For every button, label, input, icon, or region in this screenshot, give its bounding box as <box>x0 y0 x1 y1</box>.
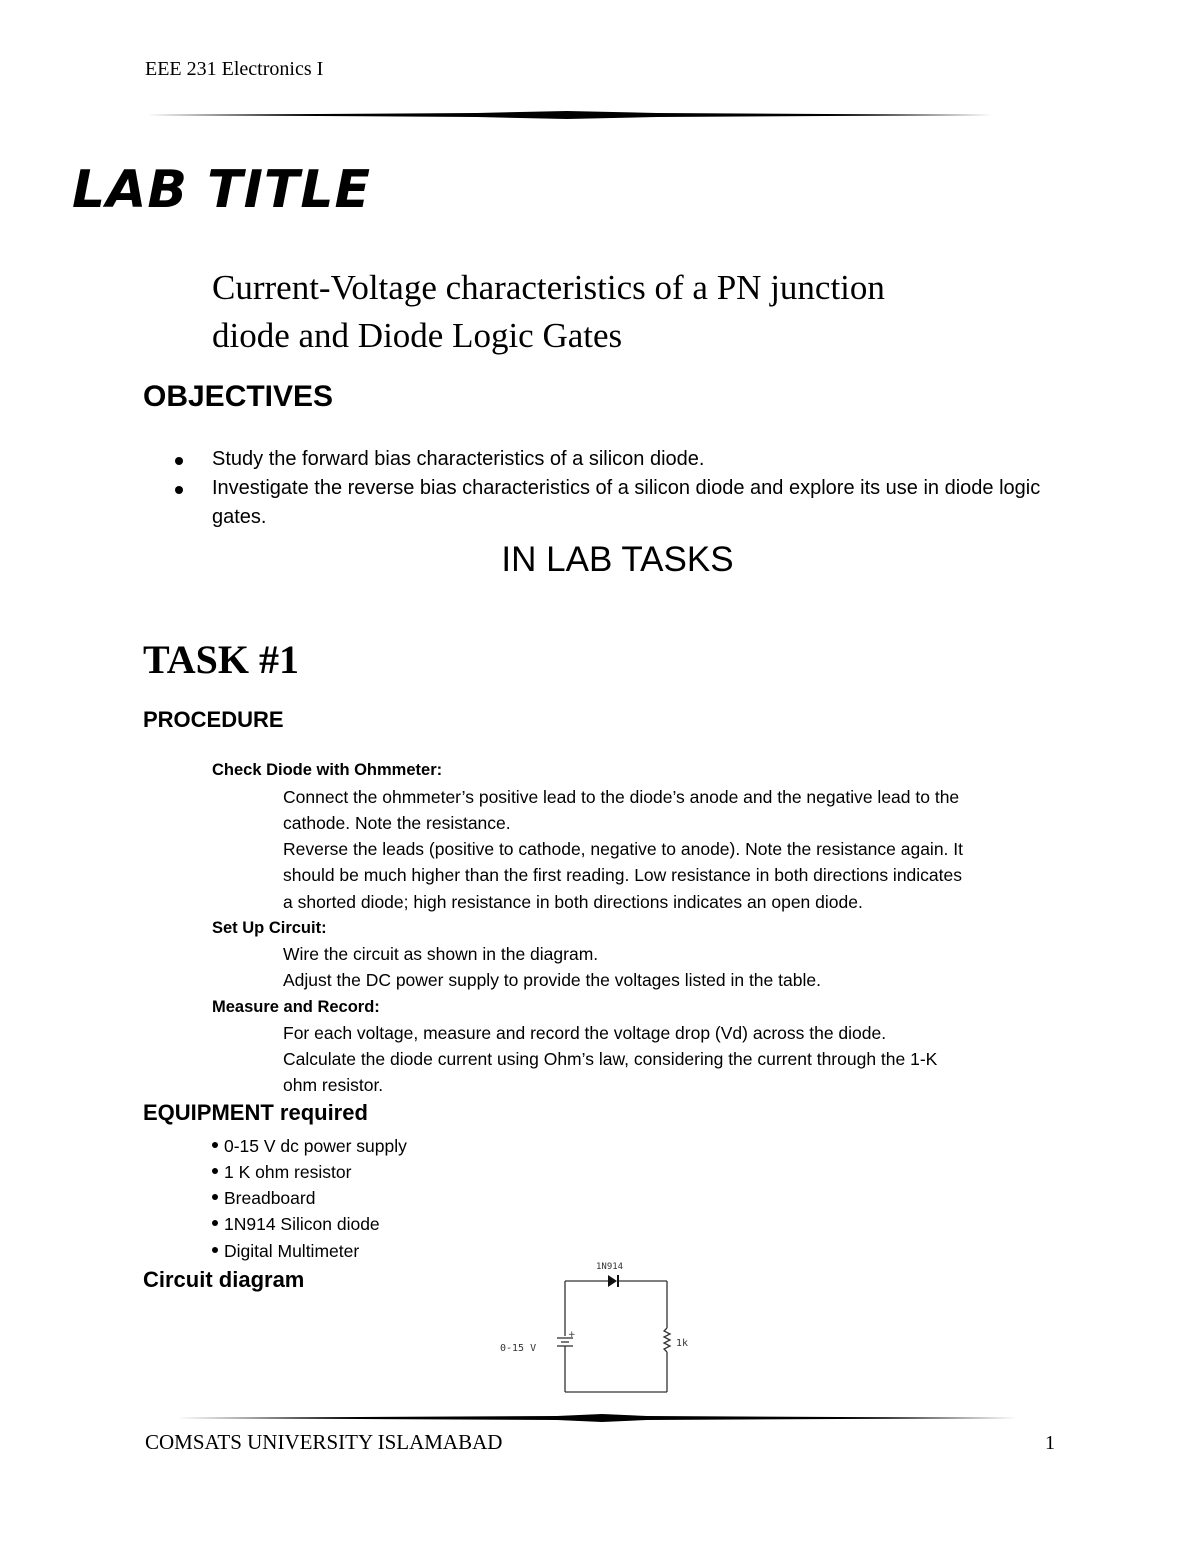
step-line: Calculate the diode current using Ohm’s law, considering the current through the 1-K <box>283 1049 938 1069</box>
step-title: Check Diode with Ohmmeter: <box>212 761 443 779</box>
bullet-icon <box>175 457 183 465</box>
step-line: Connect the ohmmeter’s positive lead to the diode’s anode and the negative lead to the <box>283 787 960 807</box>
step-line: Reverse the leads (positive to cathode, negative to anode). Note the resistance again. It <box>283 839 963 859</box>
diode-symbol <box>608 1275 617 1287</box>
equipment-item: 0-15 V dc power supply <box>212 1133 407 1159</box>
subtitle-line: diode and Diode Logic Gates <box>212 316 623 355</box>
bullet-icon <box>212 1194 218 1200</box>
equipment-item: Breadboard <box>212 1185 315 1211</box>
diode-label: 1N914 <box>596 1262 624 1272</box>
bullet-icon <box>212 1142 218 1148</box>
step-line: cathode. Note the resistance. <box>283 813 511 833</box>
subtitle-line: Current-Voltage characteristics of a PN junction <box>212 268 885 307</box>
step-line: Adjust the DC power supply to provide the voltages listed in the table. <box>283 970 821 990</box>
step-line: For each voltage, measure and record the voltage drop (Vd) across the diode. <box>283 1023 887 1043</box>
equipment-item: Digital Multimeter <box>212 1238 359 1264</box>
step-line: Wire the circuit as shown in the diagram. <box>283 944 599 964</box>
objective-item: Investigate the reverse bias characteristics of a silicon diode and explore its use in diode logic gates. <box>144 474 1064 532</box>
plus-sign: + <box>568 1330 576 1340</box>
objectives-list <box>144 445 1064 532</box>
source-label: 0-15 V <box>500 1343 537 1354</box>
page-number: 1 <box>1045 1432 1055 1454</box>
procedure-heading: PROCEDURE <box>143 707 284 732</box>
lab-subtitle <box>212 264 1012 360</box>
step-line: a shorted diode; high resistance in both directions indicates an open diode. <box>283 892 863 912</box>
objective-item: Study the forward bias characteristics of a silicon diode. <box>144 445 1064 474</box>
step-title: Measure and Record: <box>212 998 380 1016</box>
bullet-icon <box>212 1247 218 1253</box>
step-line: should be much higher than the first reading. Low resistance in both directions indicates <box>283 865 963 885</box>
resistor-label: 1k <box>676 1338 689 1349</box>
circuit-diagram <box>490 1255 710 1400</box>
equipment-heading: EQUIPMENT required <box>143 1100 368 1125</box>
objectives-heading: OBJECTIVES <box>143 380 334 413</box>
lab-title: LAB TITLE <box>72 160 372 220</box>
step-line: ohm resistor. <box>283 1075 384 1095</box>
footer-university: COMSATS UNIVERSITY ISLAMABAD <box>145 1430 503 1454</box>
equipment-item: 1N914 Silicon diode <box>212 1211 380 1237</box>
equipment-item: 1 K ohm resistor <box>212 1159 351 1185</box>
circuit-heading: Circuit diagram <box>143 1267 305 1292</box>
task-title: TASK #1 <box>143 637 299 682</box>
in-lab-heading: IN LAB TASKS <box>501 540 734 579</box>
step-title: Set Up Circuit: <box>212 919 327 937</box>
bullet-icon <box>212 1220 218 1226</box>
bullet-icon <box>212 1168 218 1174</box>
bullet-icon <box>175 486 183 494</box>
header-rule <box>147 111 992 119</box>
footer-rule <box>177 1414 1022 1422</box>
header-course: EEE 231 Electronics I <box>145 58 324 80</box>
resistor-zigzag <box>664 1328 670 1352</box>
